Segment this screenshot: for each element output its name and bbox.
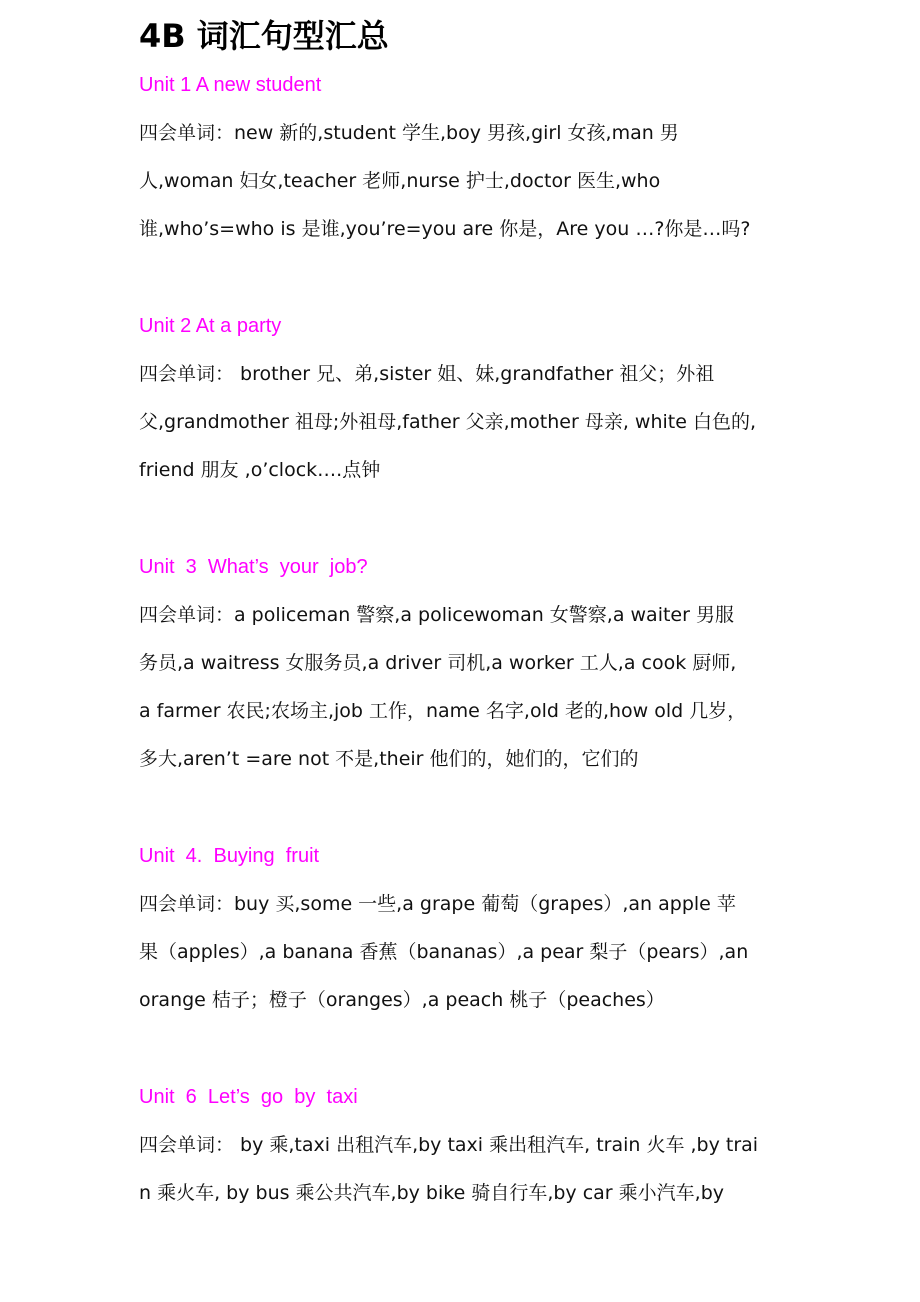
unit-3-line-1: 四会单词：a policeman 警察,a policewoman 女警察,a waiter 男服 — [139, 604, 734, 626]
unit-2-line-2: 父,grandmother 祖母;外祖母,father 父亲,mother 母亲, white 白色的, — [139, 411, 756, 433]
page-title: 4B 词汇句型汇总 — [139, 17, 389, 55]
unit-1-line-2: 人,woman 妇女,teacher 老师,nurse 护士,doctor 医生,who — [139, 170, 661, 192]
unit-3-line-3: a farmer 农民;农场主,job 工作，name 名字,old 老的,how old 几岁， — [139, 700, 747, 722]
unit-1-section — [139, 73, 811, 241]
unit-6-line-2: n 乘火车, by bus 乘公共汽车,by bike 骑自行车,by car 乘小汽车,by — [139, 1182, 724, 1204]
unit-6-line-1: 四会单词： by 乘,taxi 出租汽车,by taxi 乘出租汽车, train 火车 ,by trai — [139, 1134, 759, 1156]
unit-2-line-1: 四会单词： brother 兄、弟,sister 姐、妹,grandfather 祖父；外祖 — [139, 363, 715, 385]
unit-3-line-4: 多大,aren’t =are not 不是,their 他们的，她们的，它们的 — [139, 748, 639, 770]
unit-4-section — [139, 844, 811, 1012]
unit-4-heading: Unit 4. Buying fruit — [139, 845, 320, 867]
unit-2-line-3: friend 朋友 ,o’clock….点钟 — [139, 459, 381, 481]
unit-4-line-1: 四会单词：buy 买,some 一些,a grape 葡萄（grapes）,an apple 苹 — [139, 893, 736, 915]
unit-1-line-3: 谁,who’s=who is 是谁,you’re=you are 你是，Are you …?你是…吗? — [139, 218, 751, 240]
unit-1-line-1: 四会单词：new 新的,student 学生,boy 男孩,girl 女孩,man 男 — [139, 122, 679, 144]
unit-1-heading: Unit 1 A new student — [139, 74, 322, 96]
unit-3-line-2: 务员,a waitress 女服务员,a driver 司机,a worker 工人,a cook 厨师, — [139, 652, 737, 674]
unit-2-section — [139, 314, 811, 482]
unit-2-heading: Unit 2 At a party — [139, 315, 282, 337]
unit-3-heading: Unit 3 What’s your job? — [139, 556, 368, 578]
unit-4-line-2: 果（apples）,a banana 香蕉（bananas）,a pear 梨子（pears）,an — [139, 941, 749, 963]
unit-3-section — [139, 555, 811, 771]
unit-6-heading: Unit 6 Let’s go by taxi — [139, 1086, 358, 1108]
unit-4-line-3: orange 桔子；橙子（oranges）,a peach 桃子（peaches） — [139, 989, 665, 1011]
unit-6-section — [139, 1085, 811, 1205]
